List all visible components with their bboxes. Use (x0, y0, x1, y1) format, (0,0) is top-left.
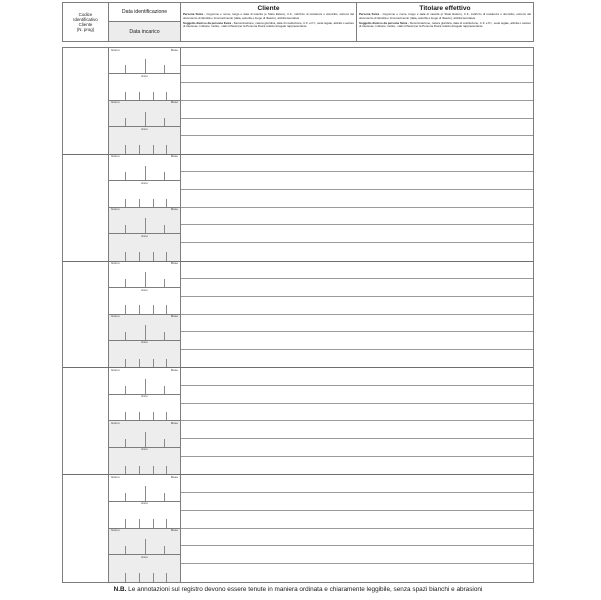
data-identificazione-anno[interactable] (109, 502, 180, 529)
tick-mark (166, 145, 167, 153)
tick-mark (166, 573, 167, 582)
tick-mark (153, 305, 154, 313)
tick-mark (125, 145, 126, 153)
tick-mark (125, 386, 126, 394)
header-codice-line2: Identificativo (73, 16, 98, 22)
tick-mark (145, 432, 146, 447)
tick-mark (153, 466, 154, 474)
cell-codice-identificativo[interactable] (63, 368, 109, 474)
writing-line[interactable] (181, 136, 533, 154)
label-anno: Anno (141, 340, 148, 345)
header-codice-line1: Codice (78, 11, 93, 17)
data-identificazione-giorno-mese[interactable] (109, 262, 180, 288)
header-cliente-soggetto-text: - Denominazione, natura giuridica, data di costituzione, C.F. e P.I., sede legale, attività o settore di interesse. Indicare, inoltre, i dati richiesti per la Persona Fisica relativi al legale rappresentante. (183, 20, 354, 29)
tick-mark (166, 252, 167, 260)
tick-mark (166, 519, 167, 527)
data-identificazione-anno[interactable] (109, 288, 180, 314)
writing-line[interactable] (181, 297, 533, 315)
cell-date-group (109, 262, 181, 368)
cell-date-group (109, 475, 181, 582)
label-giorno: Giorno (111, 47, 120, 52)
tick-mark (166, 359, 167, 367)
header-codice-line3: Cliente (78, 22, 93, 27)
giorno-mese-tick-marks (109, 539, 180, 554)
tick-mark (125, 65, 126, 73)
writing-line[interactable] (181, 66, 533, 84)
tick-mark (125, 332, 126, 340)
footer-note-prefix: N.B. (113, 586, 127, 593)
cell-cliente-titolare-writing-area (181, 155, 533, 261)
header-cell-titolare-effettivo (357, 3, 533, 41)
header-cliente-persona-fisica-label: Persona fisica (183, 12, 204, 17)
tick-mark (153, 519, 154, 527)
writing-line[interactable] (181, 119, 533, 137)
writing-line[interactable] (181, 332, 533, 350)
tick-mark (164, 172, 165, 180)
header-cliente-persona-fisica-text: - Cognome e nome, luogo e data di nascita (o Stato Estero), C.F., indirizzo di residenza o domicilio, estremi del documento di identità o riconoscimento (data, autorità e luogo di rilascio), attività lavorativa (183, 12, 354, 20)
cell-codice-identificativo[interactable] (63, 262, 109, 368)
label-giorno: Giorno (111, 314, 120, 318)
tick-mark (125, 92, 126, 100)
anno-tick-marks (109, 513, 180, 528)
cell-date-group (109, 368, 181, 474)
label-giorno: Giorno (111, 528, 120, 533)
label-mese: Mese (170, 367, 178, 372)
header-titolare-persona-fisica (359, 13, 531, 20)
tick-mark (139, 252, 140, 260)
label-giorno: Giorno (111, 207, 120, 212)
tick-mark (139, 466, 140, 474)
tick-mark (153, 573, 154, 582)
tick-mark (164, 65, 165, 73)
tick-mark (164, 118, 165, 126)
tick-mark (166, 412, 167, 420)
label-giorno: Giorno (111, 474, 120, 479)
giorno-mese-labels (111, 49, 178, 52)
giorno-mese-labels (111, 315, 178, 318)
writing-line[interactable] (181, 83, 533, 101)
tick-mark (145, 539, 146, 554)
giorno-mese-tick-marks (109, 218, 180, 233)
cell-cliente-titolare-writing-area (181, 475, 533, 582)
label-anno: Anno (141, 394, 148, 399)
writing-line[interactable] (181, 386, 533, 404)
label-mese: Mese (170, 528, 178, 533)
tick-mark (125, 305, 126, 313)
tick-mark (164, 279, 165, 287)
header-cliente-persona-fisica (183, 13, 354, 20)
table-header (62, 2, 534, 42)
tick-mark (125, 466, 126, 474)
cell-cliente-titolare-writing-area (181, 368, 533, 474)
tick-mark (139, 519, 140, 527)
writing-line[interactable] (181, 172, 533, 190)
giorno-mese-tick-marks (109, 272, 180, 287)
tick-mark (164, 332, 165, 340)
tick-mark (139, 573, 140, 582)
writing-line[interactable] (181, 208, 533, 226)
writing-line[interactable] (181, 350, 533, 368)
data-incarico-anno[interactable] (109, 341, 180, 367)
label-anno: Anno (141, 447, 148, 452)
tick-mark (145, 325, 146, 340)
header-titolare-soggetto-text: - Denominazione, natura giuridica, data di costituzione, C.F. e P.I., sede legale, attività o settore di interesse. Indicare, inoltre, i dati richiesti per la Persona Fisica relativi al legale rappresentante. (359, 20, 531, 29)
anno-tick-marks (109, 245, 180, 260)
tick-mark (164, 439, 165, 447)
writing-line[interactable] (181, 493, 533, 511)
tick-mark (125, 573, 126, 582)
label-mese: Mese (170, 261, 178, 266)
label-giorno: Giorno (111, 154, 120, 159)
label-anno: Anno (141, 73, 148, 78)
label-giorno: Giorno (111, 367, 120, 372)
header-cell-date-group (109, 3, 181, 41)
header-codice-line4: (N. prog) (76, 27, 95, 33)
writing-line[interactable] (181, 262, 533, 280)
giorno-mese-labels (111, 369, 178, 372)
tick-mark (166, 92, 167, 100)
tick-mark (125, 252, 126, 260)
giorno-mese-tick-marks (109, 325, 180, 340)
label-mese: Mese (170, 474, 178, 479)
writing-line[interactable] (181, 529, 533, 547)
giorno-mese-tick-marks (109, 166, 180, 181)
tick-mark (125, 359, 126, 367)
header-titolare-description (359, 13, 531, 30)
data-incarico-giorno-mese[interactable] (109, 529, 180, 556)
cell-cliente-titolare-writing-area (181, 262, 533, 368)
header-data-identificazione: Data identificazione (109, 3, 180, 22)
header-cell-cliente (181, 3, 357, 41)
writing-line[interactable] (181, 546, 533, 564)
tick-mark (125, 172, 126, 180)
writing-line[interactable] (181, 190, 533, 208)
tick-mark (145, 112, 146, 127)
label-giorno: Giorno (111, 420, 120, 425)
table-row (63, 368, 533, 475)
tick-mark (139, 199, 140, 207)
giorno-mese-labels (111, 262, 178, 265)
data-incarico-giorno-mese[interactable] (109, 208, 180, 234)
anno-tick-marks (109, 352, 180, 367)
cell-date-group (109, 155, 181, 261)
header-titolare-persona-fisica-text: - Cognome e nome, luogo e data di nascita (o Stato Estero), C.F., indirizzo di residenza o domicilio, estremi del documento di identità o riconoscimento (data, autorità e luogo di rilascio), attività lavorativa (359, 12, 531, 20)
writing-line[interactable] (181, 404, 533, 422)
writing-line[interactable] (181, 243, 533, 261)
data-identificazione-anno[interactable] (109, 181, 180, 207)
anno-tick-marks (109, 459, 180, 474)
anno-tick-marks (109, 192, 180, 207)
data-identificazione-giorno-mese[interactable] (109, 48, 180, 74)
tick-mark (125, 199, 126, 207)
tick-mark (153, 412, 154, 420)
cell-codice-identificativo[interactable] (63, 48, 109, 154)
label-mese: Mese (170, 47, 178, 52)
anno-tick-marks (109, 406, 180, 421)
data-identificazione-giorno-mese[interactable] (109, 368, 180, 394)
giorno-mese-tick-marks (109, 112, 180, 127)
tick-mark (125, 493, 126, 501)
tick-mark (125, 519, 126, 527)
giorno-mese-labels (111, 529, 178, 532)
table-row (63, 155, 533, 262)
label-mese: Mese (170, 154, 178, 159)
giorno-mese-tick-marks (109, 379, 180, 394)
data-incarico-anno[interactable] (109, 234, 180, 260)
header-data-incarico: Data incarico (109, 22, 180, 41)
writing-line[interactable] (181, 155, 533, 173)
footer-note-text: Le annotazioni sul registro devono essere tenute in maniera ordinata e chiaramente leggibile, senza spazi bianchi e abrasioni (126, 586, 483, 593)
tick-mark (164, 386, 165, 394)
writing-line[interactable] (181, 564, 533, 582)
tick-mark (145, 486, 146, 501)
giorno-mese-labels (111, 101, 178, 104)
giorno-mese-tick-marks (109, 486, 180, 501)
writing-line[interactable] (181, 511, 533, 529)
giorno-mese-tick-marks (109, 59, 180, 74)
tick-mark (139, 92, 140, 100)
label-mese: Mese (170, 420, 178, 425)
tick-mark (125, 439, 126, 447)
data-incarico-anno[interactable] (109, 555, 180, 582)
tick-mark (139, 412, 140, 420)
tick-mark (139, 359, 140, 367)
table-row (63, 48, 533, 155)
label-anno: Anno (141, 233, 148, 238)
tick-mark (125, 412, 126, 420)
label-anno: Anno (141, 287, 148, 292)
tick-mark (166, 305, 167, 313)
label-mese: Mese (170, 100, 178, 105)
data-identificazione-anno[interactable] (109, 395, 180, 421)
data-identificazione-anno[interactable] (109, 74, 180, 100)
tick-mark (145, 166, 146, 181)
tick-mark (125, 118, 126, 126)
writing-line[interactable] (181, 368, 533, 386)
tick-mark (166, 466, 167, 474)
tick-mark (145, 218, 146, 233)
label-anno: Anno (141, 126, 148, 131)
label-anno: Anno (141, 180, 148, 185)
header-titolare-title: Titolare effettivo (419, 4, 471, 12)
tick-mark (153, 92, 154, 100)
writing-line[interactable] (181, 48, 533, 66)
tick-mark (164, 225, 165, 233)
tick-mark (153, 199, 154, 207)
tick-mark (125, 225, 126, 233)
tick-mark (164, 546, 165, 554)
label-anno: Anno (141, 501, 148, 506)
tick-mark (166, 199, 167, 207)
cell-date-group (109, 48, 181, 154)
data-incarico-anno[interactable] (109, 448, 180, 474)
label-mese: Mese (170, 207, 178, 212)
anno-tick-marks (109, 85, 180, 100)
register-table-body (62, 47, 534, 583)
cell-cliente-titolare-writing-area (181, 48, 533, 154)
cell-codice-identificativo[interactable] (63, 475, 109, 582)
tick-mark (139, 145, 140, 153)
tick-mark (145, 59, 146, 74)
anno-tick-marks (109, 299, 180, 314)
header-cliente-soggetto (183, 22, 354, 29)
writing-line[interactable] (181, 439, 533, 457)
header-cell-codice-identificativo (63, 3, 109, 41)
data-incarico-giorno-mese[interactable] (109, 421, 180, 447)
giorno-mese-labels (111, 476, 178, 479)
data-identificazione-giorno-mese[interactable] (109, 475, 180, 502)
header-cliente-soggetto-label: Soggetto diverso da persona fisica (183, 20, 232, 25)
giorno-mese-labels (111, 208, 178, 211)
tick-mark (145, 272, 146, 287)
table-row (63, 262, 533, 369)
writing-line[interactable] (181, 315, 533, 333)
tick-mark (139, 305, 140, 313)
tick-mark (164, 493, 165, 501)
tick-mark (153, 359, 154, 367)
label-mese: Mese (170, 314, 178, 318)
anno-tick-marks (109, 138, 180, 153)
writing-line[interactable] (181, 225, 533, 243)
header-titolare-soggetto-label: Soggetto diverso da persona fisica (359, 20, 408, 25)
label-anno: Anno (141, 554, 148, 559)
writing-line[interactable] (181, 279, 533, 297)
header-titolare-soggetto (359, 22, 531, 29)
giorno-mese-tick-marks (109, 432, 180, 447)
tick-mark (125, 279, 126, 287)
footer-note (62, 586, 534, 594)
data-incarico-anno[interactable] (109, 127, 180, 153)
writing-line[interactable] (181, 475, 533, 493)
table-row (63, 475, 533, 582)
tick-mark (125, 546, 126, 554)
anno-tick-marks (109, 567, 180, 582)
giorno-mese-labels (111, 422, 178, 425)
cell-codice-identificativo[interactable] (63, 155, 109, 261)
data-identificazione-giorno-mese[interactable] (109, 155, 180, 181)
writing-line[interactable] (181, 457, 533, 475)
label-giorno: Giorno (111, 100, 120, 105)
header-cliente-title: Cliente (257, 4, 280, 12)
writing-line[interactable] (181, 101, 533, 119)
tick-mark (153, 145, 154, 153)
header-cliente-description (183, 13, 354, 30)
data-incarico-giorno-mese[interactable] (109, 315, 180, 341)
data-incarico-giorno-mese[interactable] (109, 101, 180, 127)
tick-mark (153, 252, 154, 260)
header-titolare-persona-fisica-label: Persona fisica (359, 12, 380, 17)
tick-mark (145, 379, 146, 394)
giorno-mese-labels (111, 155, 178, 158)
writing-line[interactable] (181, 421, 533, 439)
label-giorno: Giorno (111, 261, 120, 266)
